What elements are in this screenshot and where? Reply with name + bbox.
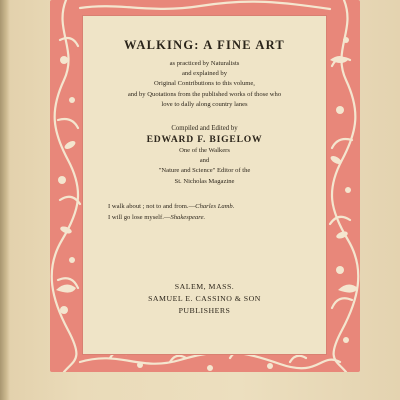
publisher-name: SAMUEL E. CASSINO & SON bbox=[148, 293, 261, 303]
quote-author: Shakespeare. bbox=[170, 213, 206, 221]
quote-text: I walk about ; not to and from.— bbox=[108, 202, 196, 210]
editor-credits bbox=[82, 146, 327, 187]
credit-line: and bbox=[199, 157, 210, 165]
subtitle-line: and explained by bbox=[181, 70, 228, 78]
quote-text: I will go lose myself.— bbox=[108, 213, 171, 221]
credit-line: "Nature and Science" Editor of the bbox=[158, 167, 251, 175]
editor-name: EDWARD F. BIGELOW bbox=[146, 134, 263, 146]
publisher-place: SALEM, MASS. bbox=[174, 281, 235, 291]
quote-line bbox=[108, 212, 327, 223]
compiled-by-label: Compiled and Edited by bbox=[171, 125, 238, 133]
title-panel bbox=[82, 15, 327, 355]
subtitle-line: as practiced by Naturalists bbox=[169, 60, 240, 67]
publisher-block bbox=[82, 281, 327, 317]
epigraph-quotes bbox=[82, 201, 327, 223]
page-spine-shadow bbox=[0, 0, 10, 400]
subtitle-line: Original Contributions to this volume, bbox=[154, 80, 255, 88]
credit-line: One of the Walkers bbox=[179, 147, 230, 155]
quote-author: Charles Lamb. bbox=[195, 202, 235, 210]
quote-line bbox=[108, 201, 327, 212]
subtitle-line: and by Quotations from the published works of those who bbox=[127, 90, 282, 98]
subtitle-line: love to dally along country lanes bbox=[161, 100, 248, 108]
publisher-label: PUBLISHERS bbox=[178, 305, 231, 315]
subtitle-block bbox=[82, 59, 327, 110]
book-title: WALKING: A FINE ART bbox=[124, 38, 285, 52]
credit-line: St. Nicholas Magazine bbox=[174, 177, 235, 185]
